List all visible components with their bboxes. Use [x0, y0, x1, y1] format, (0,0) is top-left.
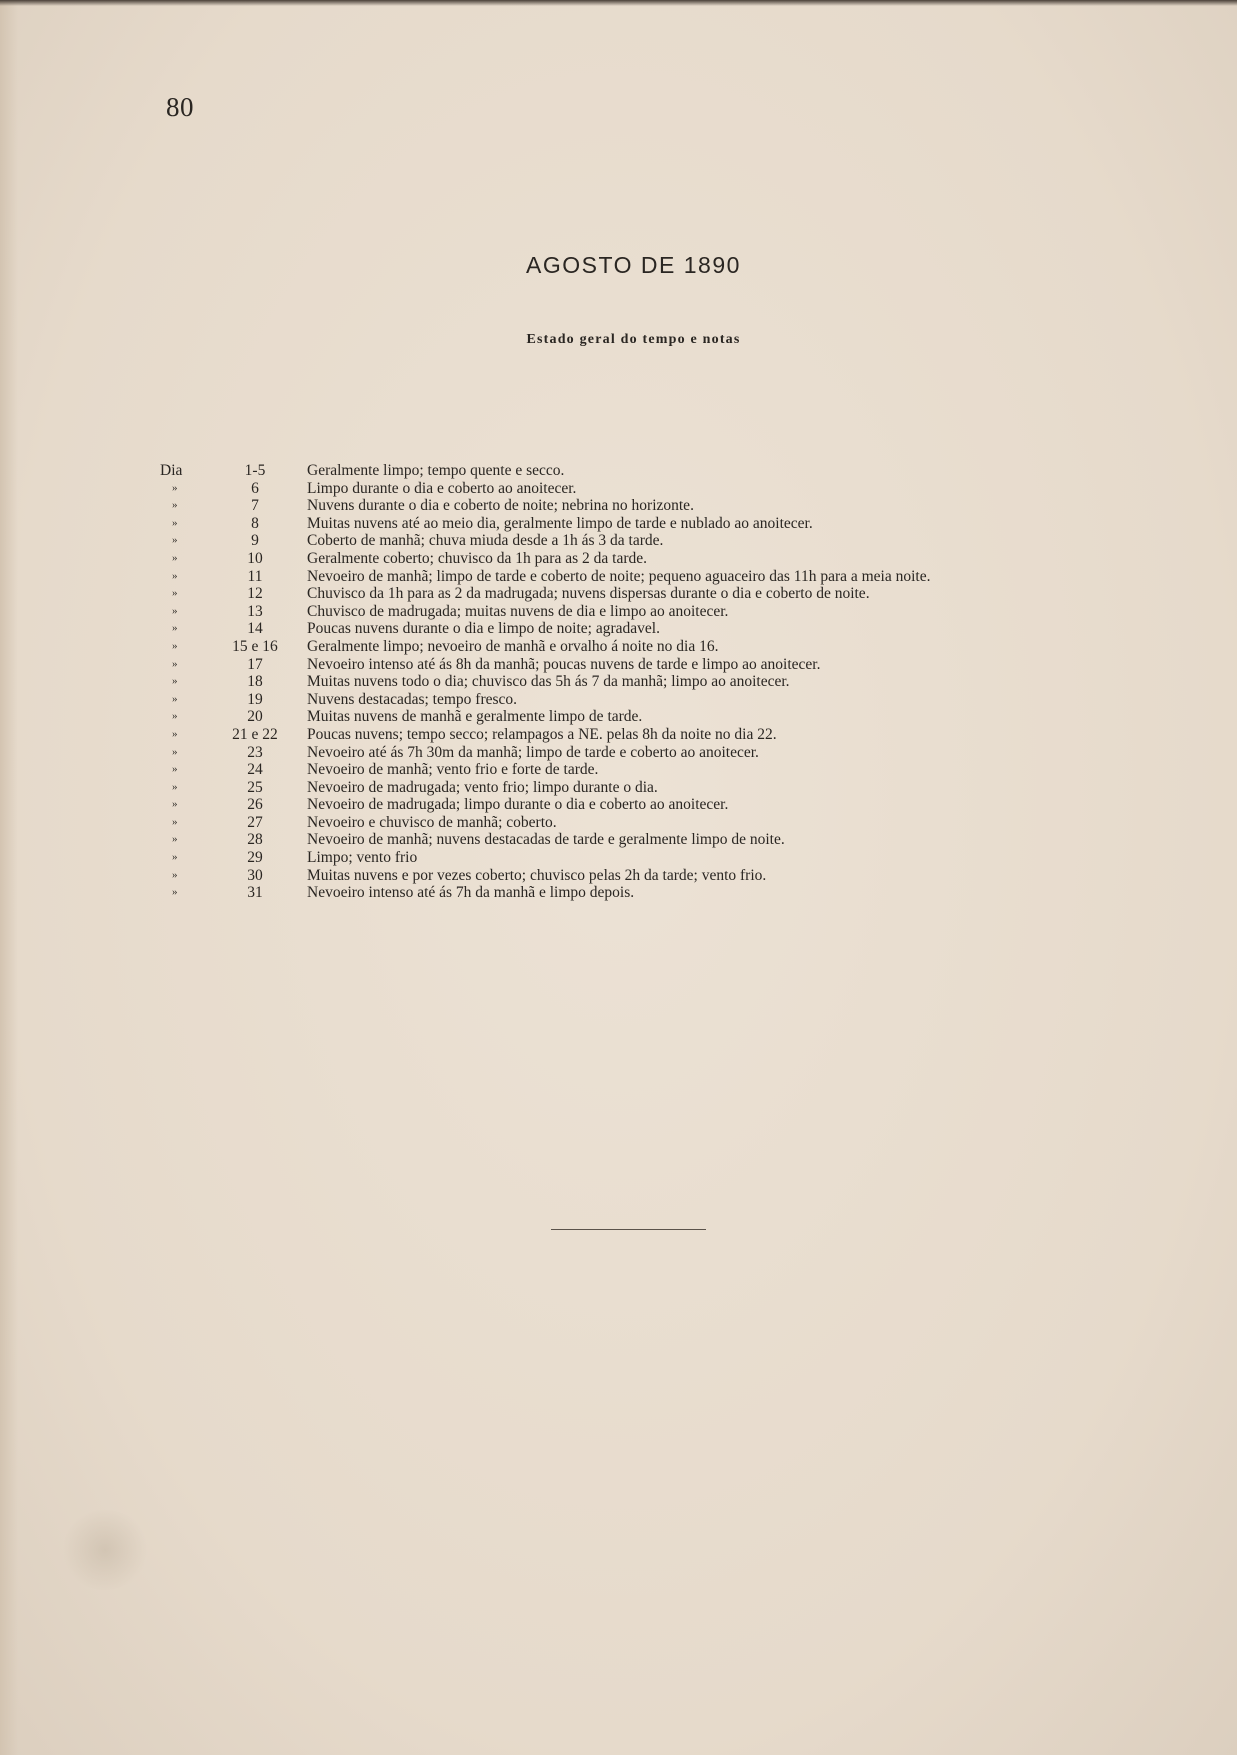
entry-note: Nevoeiro até ás 7h 30m da manhã; limpo de tarde e coberto ao anoitecer. [307, 743, 759, 761]
entry-day: 10 [247, 549, 263, 567]
weather-entry-row [160, 497, 1160, 515]
weather-entry-row [160, 515, 1160, 533]
paper-stain [60, 1510, 150, 1590]
entry-day: 21 e 22 [232, 725, 278, 743]
entry-note: Muitas nuvens todo o dia; chuvisco das 5h ás 7 da manhã; limpo ao anoitecer. [307, 673, 790, 691]
page-top-edge [0, 0, 1237, 6]
entry-prefix: » [172, 851, 178, 864]
entry-prefix: » [172, 886, 178, 899]
entry-day: 1-5 [244, 462, 266, 479]
entry-day: 18 [247, 673, 263, 691]
weather-entry-row [160, 761, 1160, 779]
entry-day: 13 [247, 602, 263, 620]
weather-entry-row [160, 585, 1160, 603]
entry-note: Nevoeiro intenso até ás 7h da manhã e limpo depois. [307, 884, 635, 902]
entry-day: 24 [247, 761, 263, 779]
entry-note: Chuvisco de madrugada; muitas nuvens de dia e limpo ao anoitecer. [307, 602, 729, 620]
page-title: AGOSTO DE 1890 [526, 252, 741, 278]
entry-prefix: » [172, 727, 178, 740]
entry-prefix: » [172, 710, 178, 723]
weather-entry-row [160, 462, 1160, 480]
entry-note: Nevoeiro de madrugada; vento frio; limpo durante o dia. [307, 778, 658, 796]
weather-entry-row [160, 744, 1160, 762]
entry-prefix: » [172, 499, 178, 512]
weather-entry-row [160, 550, 1160, 568]
entry-prefix: » [172, 868, 178, 881]
entry-note: Chuvisco da 1h para as 2 da madrugada; nuvens dispersas durante o dia e coberto de noite. [307, 585, 870, 603]
entry-note: Muitas nuvens até ao meio dia, geralmente limpo de tarde e nublado ao anoitecer. [307, 514, 813, 532]
weather-entry-row [160, 620, 1160, 638]
weather-entry-row [160, 884, 1160, 902]
weather-entry-row [160, 673, 1160, 691]
entry-prefix: » [172, 551, 178, 564]
entry-prefix: » [172, 622, 178, 635]
page-subtitle: Estado geral do tempo e notas [526, 332, 741, 347]
entry-prefix: » [172, 833, 178, 846]
weather-entry-row [160, 532, 1160, 550]
entry-note: Limpo; vento frio [307, 849, 418, 867]
page-number: 80 [166, 92, 194, 122]
entry-note: Nevoeiro de madrugada; limpo durante o dia e coberto ao anoitecer. [307, 796, 729, 814]
entry-prefix: » [172, 639, 178, 652]
entry-note: Nuvens destacadas; tempo fresco. [307, 690, 518, 708]
weather-entry-row [160, 638, 1160, 656]
entry-note: Geralmente limpo; nevoeiro de manhã e orvalho á noite no dia 16. [307, 637, 719, 655]
entry-day: 28 [247, 831, 263, 849]
entry-prefix: » [172, 657, 178, 670]
weather-entry-row [160, 603, 1160, 621]
entry-note: Nevoeiro de manhã; limpo de tarde e coberto de noite; pequeno aguaceiro das 11h para a meia noite. [307, 567, 931, 585]
entry-note: Nevoeiro e chuvisco de manhã; coberto. [307, 813, 557, 831]
entry-note: Coberto de manhã; chuva miuda desde a 1h ás 3 da tarde. [307, 532, 664, 550]
entry-prefix: » [172, 675, 178, 688]
entry-note: Nuvens durante o dia e coberto de noite; nebrina no horizonte. [307, 497, 694, 515]
entry-prefix: » [172, 815, 178, 828]
weather-entry-row [160, 656, 1160, 674]
entry-note: Limpo durante o dia e coberto ao anoitecer. [307, 479, 577, 497]
entry-day: 17 [247, 655, 263, 673]
entry-day: 19 [247, 690, 263, 708]
entry-day: 27 [247, 813, 263, 831]
entry-prefix: » [172, 587, 178, 600]
weather-entry-row [160, 814, 1160, 832]
entry-day: 15 e 16 [232, 637, 278, 655]
entry-day: 8 [251, 514, 259, 532]
weather-entry-row [160, 779, 1160, 797]
entry-prefix: » [172, 692, 178, 705]
weather-entry-row [160, 708, 1160, 726]
entry-note: Geralmente limpo; tempo quente e secco. [307, 462, 565, 479]
weather-entry-row [160, 480, 1160, 498]
entry-prefix: » [172, 604, 178, 617]
entry-prefix: » [172, 798, 178, 811]
entry-prefix: » [172, 534, 178, 547]
entry-day: 9 [251, 532, 259, 550]
weather-entry-row [160, 568, 1160, 586]
closing-rule [551, 1229, 706, 1230]
entry-prefix: » [172, 780, 178, 793]
entry-note: Poucas nuvens durante o dia e limpo de noite; agradavel. [307, 620, 660, 638]
weather-entry-row [160, 867, 1160, 885]
entry-day: 23 [247, 743, 263, 761]
entry-prefix: » [172, 763, 178, 776]
weather-notes-list [160, 462, 1160, 902]
entry-note: Nevoeiro intenso até ás 8h da manhã; poucas nuvens de tarde e limpo ao anoitecer. [307, 655, 821, 673]
weather-entry-row [160, 691, 1160, 709]
entry-day: 11 [247, 567, 263, 585]
entry-day: 29 [247, 849, 263, 867]
weather-entry-row [160, 796, 1160, 814]
entry-prefix: » [172, 745, 178, 758]
entry-note: Nevoeiro de manhã; vento frio e forte de tarde. [307, 761, 599, 779]
entry-note: Geralmente coberto; chuvisco da 1h para as 2 da tarde. [307, 549, 647, 567]
weather-entry-row [160, 849, 1160, 867]
weather-entry-row [160, 726, 1160, 744]
entry-note: Muitas nuvens e por vezes coberto; chuvisco pelas 2h da tarde; vento frio. [307, 866, 767, 884]
entry-prefix: » [172, 481, 178, 494]
entry-day: 7 [251, 497, 259, 515]
weather-entry-row [160, 831, 1160, 849]
entry-day: 12 [247, 585, 263, 603]
entry-prefix: » [172, 569, 178, 582]
entry-prefix: » [172, 516, 178, 529]
entry-day: 25 [247, 778, 263, 796]
entry-note: Muitas nuvens de manhã e geralmente limpo de tarde. [307, 708, 643, 726]
entry-day: 30 [247, 866, 263, 884]
entry-prefix: Dia [160, 462, 183, 479]
entry-day: 20 [247, 708, 263, 726]
entry-day: 14 [247, 620, 263, 638]
entry-note: Poucas nuvens; tempo secco; relampagos a NE. pelas 8h da noite no dia 22. [307, 725, 777, 743]
entry-day: 31 [247, 884, 263, 902]
entry-day: 6 [251, 479, 259, 497]
entry-day: 26 [247, 796, 263, 814]
entry-note: Nevoeiro de manhã; nuvens destacadas de tarde e geralmente limpo de noite. [307, 831, 785, 849]
